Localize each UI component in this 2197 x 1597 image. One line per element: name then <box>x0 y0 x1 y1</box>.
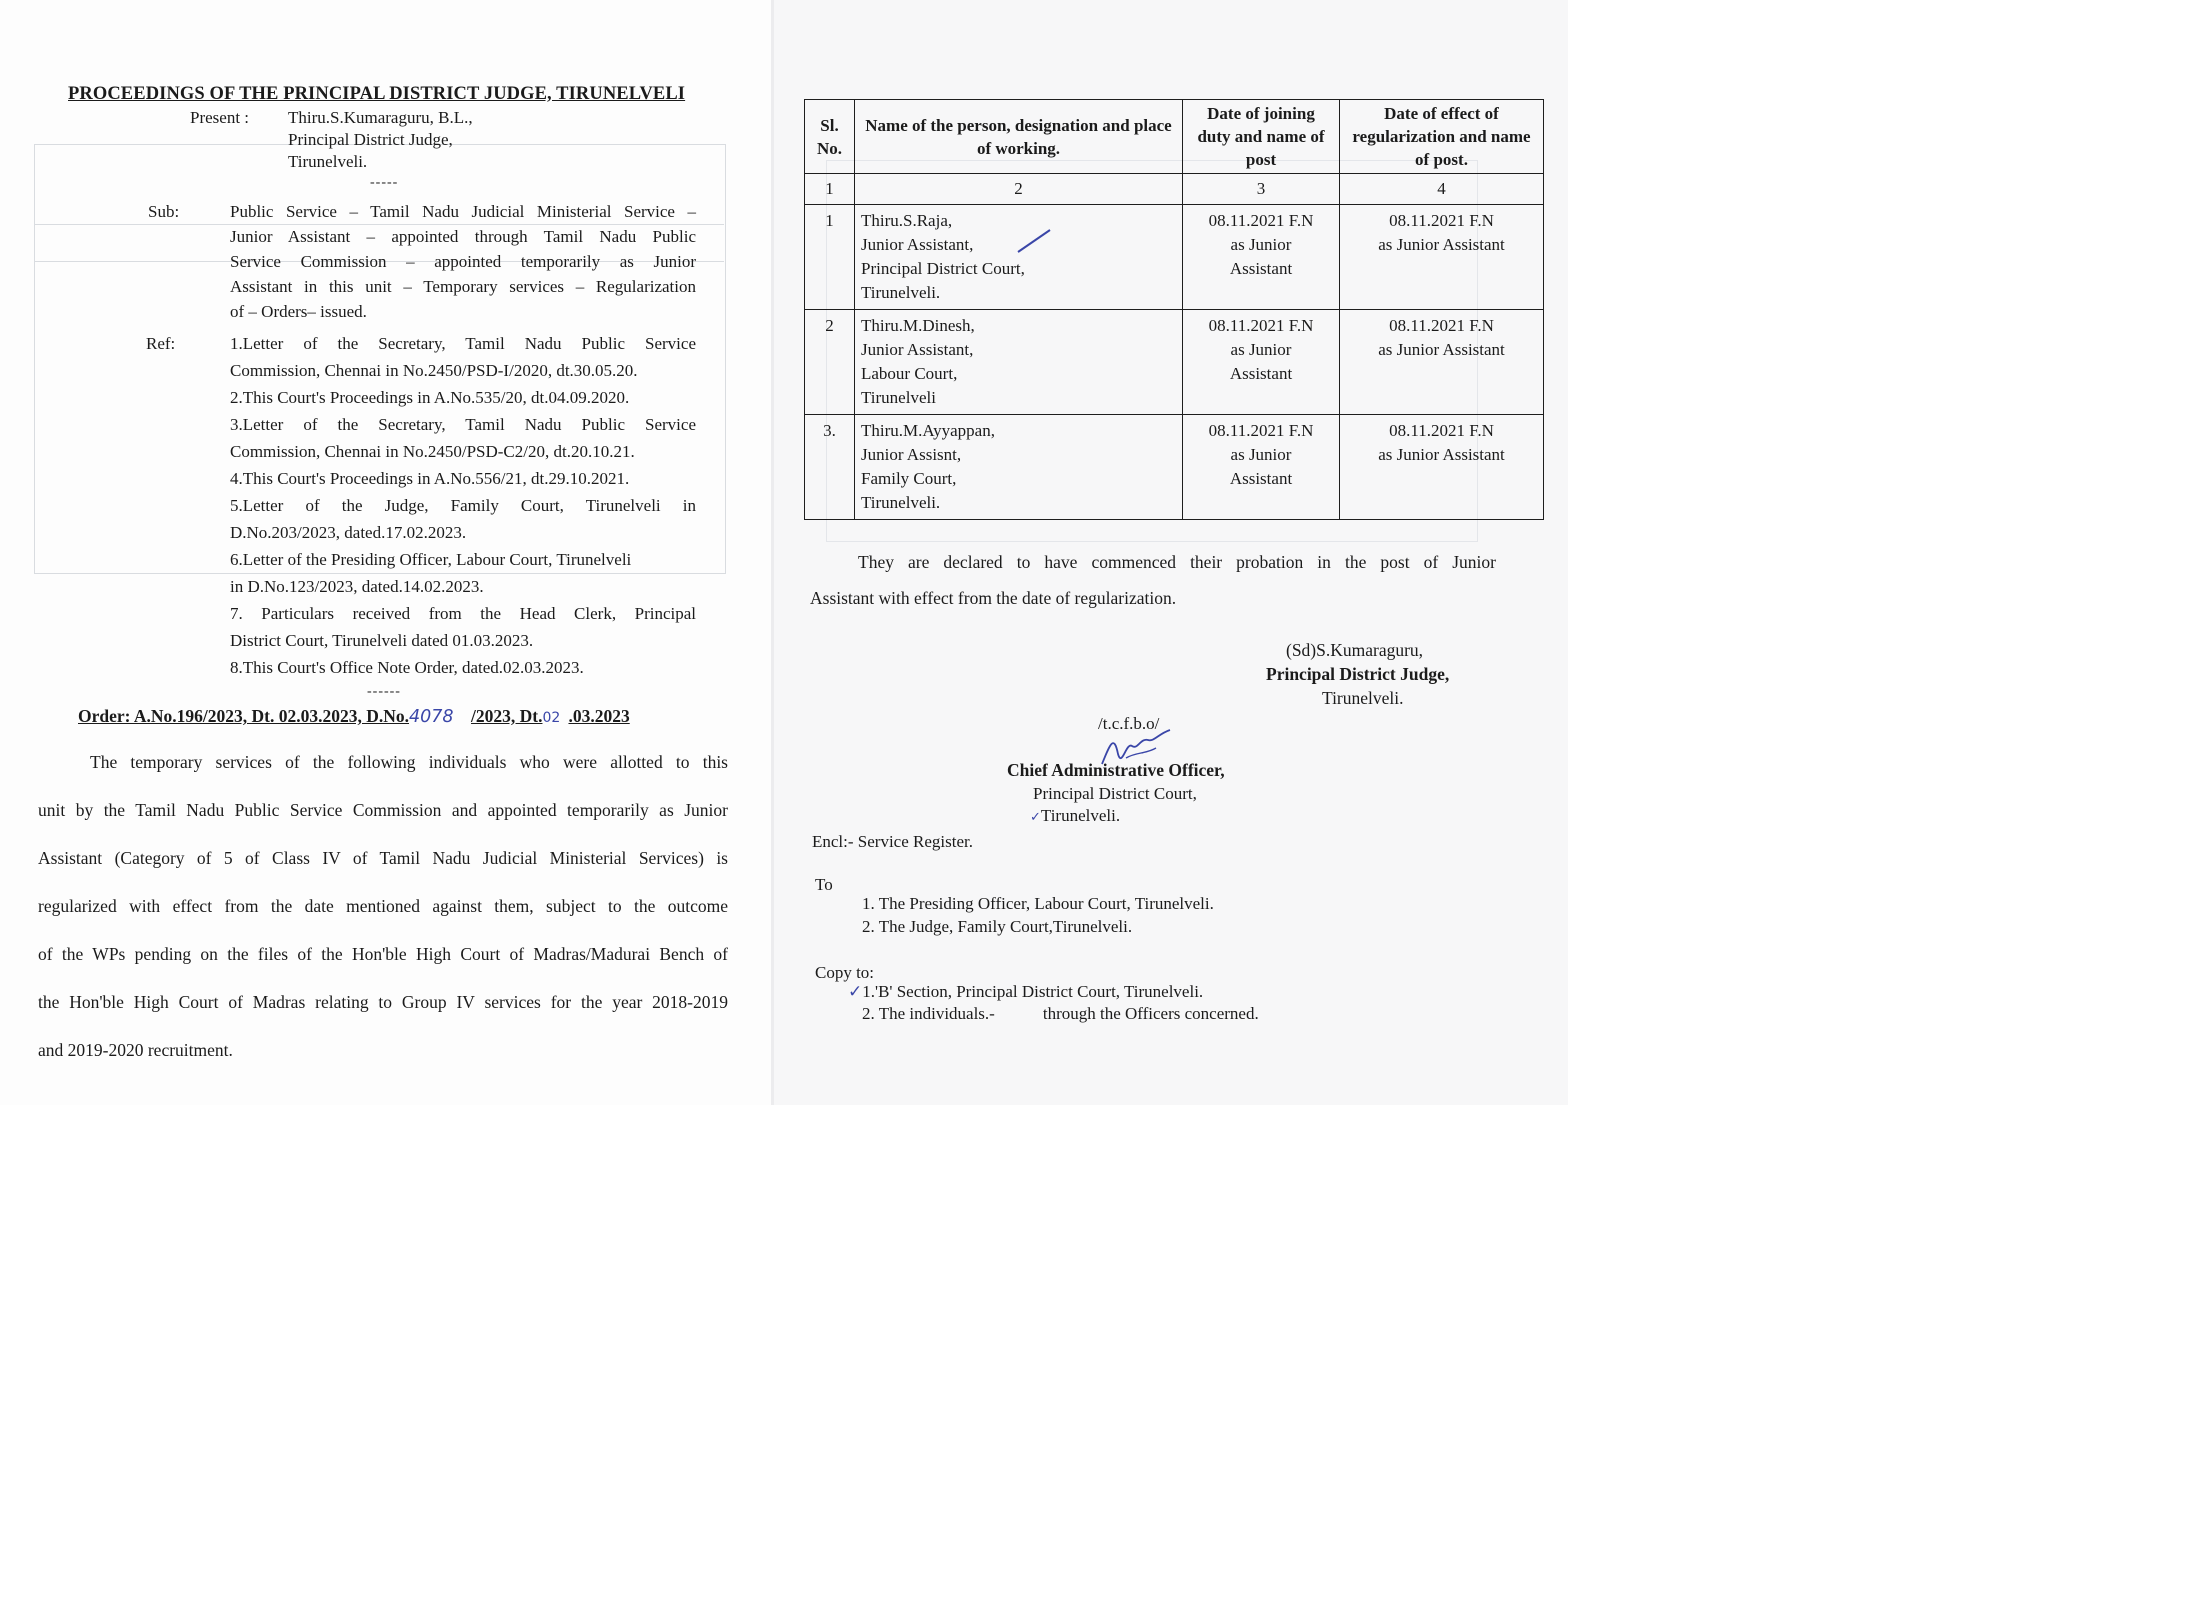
effect-line: 08.11.2021 F.N <box>1389 211 1494 230</box>
present-line: Principal District Judge, <box>288 130 453 149</box>
cao-court: Principal District Court, <box>1033 784 1197 803</box>
copy-item-text: 2. The individuals.- <box>862 1004 995 1023</box>
cao-place-text: Tirunelveli. <box>1040 806 1121 825</box>
cell-sl: 3. <box>805 415 855 520</box>
name-line: Junior Assisnt, <box>861 445 962 464</box>
name-line: Tirunelveli. <box>861 283 941 302</box>
header-sl-no: Sl. No. <box>805 100 855 174</box>
name-line: Junior Assistant, <box>861 340 974 359</box>
recipient-item: 1. The Presiding Officer, Labour Court, Tirunelveli. <box>862 894 1214 913</box>
name-line: Principal District Court, <box>861 259 1025 278</box>
cell-effect <box>1340 310 1544 415</box>
reference-line: 3.Letter of the Secretary, Tamil Nadu Public Service <box>230 415 696 434</box>
probation-line: Assistant with effect from the date of regularization. <box>810 588 1177 608</box>
joining-line: 08.11.2021 F.N <box>1208 211 1314 230</box>
reference-line: 5.Letter of the Judge, Family Court, Tirunelveli in <box>230 496 696 515</box>
order-suffix: .03.2023 <box>568 706 630 726</box>
subject-label: Sub: <box>148 202 180 221</box>
subject-text <box>230 200 696 325</box>
column-number: 3 <box>1183 174 1340 205</box>
pen-tick-icon: ✓ <box>848 982 863 1002</box>
name-line: Tirunelveli. <box>861 493 941 512</box>
column-number-row <box>805 174 1544 205</box>
present-block <box>288 106 473 172</box>
order-prefix: Order: A.No.196/2023, Dt. 02.03.2023, D.No. <box>78 706 410 726</box>
header-joining: Date of joining duty and name of post <box>1183 100 1340 174</box>
joining-line: 08.11.2021 F.N <box>1208 316 1314 335</box>
order-line: unit by the Tamil Nadu Public Service Commission and appointed temporarily as Junior <box>38 800 728 820</box>
order-line: the Hon'ble High Court of Madras relating to Group IV services for the year 2018-2019 <box>38 992 728 1012</box>
effect-line: 08.11.2021 F.N <box>1389 421 1494 440</box>
copy-item-text: 1.'B' Section, Principal District Court, Tirunelveli. <box>862 982 1204 1001</box>
effect-line: as Junior Assistant <box>1378 340 1505 359</box>
cell-effect <box>1340 415 1544 520</box>
reference-line: 7. Particulars received from the Head Clerk, Principal <box>230 604 696 623</box>
copy-to-label: Copy to: <box>815 963 875 982</box>
order-line: Assistant (Category of 5 of Class IV of Tamil Nadu Judicial Ministerial Services) is <box>38 848 728 868</box>
bottom-margin <box>0 1105 1568 1145</box>
handwritten-day: 02 <box>542 710 561 726</box>
present-line: Thiru.S.Kumaraguru, B.L., <box>288 108 473 127</box>
cell-effect <box>1340 205 1544 310</box>
subject-line: of – Orders– issued. <box>230 302 367 321</box>
name-line: Thiru.M.Dinesh, <box>861 316 975 335</box>
reference-line: 8.This Court's Office Note Order, dated.02.03.2023. <box>230 658 584 677</box>
table-row <box>805 310 1544 415</box>
reference-line: 4.This Court's Proceedings in A.No.556/21, dt.29.10.2021. <box>230 469 630 488</box>
effect-line: as Junior Assistant <box>1378 445 1505 464</box>
name-line: Tirunelveli <box>861 388 936 407</box>
subject-line: Service Commission – appointed temporarily as Junior <box>230 252 696 271</box>
signatory-designation: Principal District Judge, <box>1266 664 1450 684</box>
page-fold <box>771 0 774 1105</box>
reference-list <box>230 332 696 683</box>
effect-line: 08.11.2021 F.N <box>1389 316 1494 335</box>
present-label: Present : <box>190 108 250 127</box>
cell-joining <box>1183 205 1340 310</box>
cell-name <box>855 310 1183 415</box>
regularization-table <box>804 99 1544 520</box>
order-middle: /2023, Dt. <box>471 706 543 726</box>
reference-line: 1.Letter of the Secretary, Tamil Nadu Public Service <box>230 334 696 353</box>
table-row <box>805 205 1544 310</box>
column-number: 4 <box>1340 174 1544 205</box>
name-line: Junior Assistant, <box>861 235 974 254</box>
joining-line: Assistant <box>1229 259 1293 278</box>
name-line: Labour Court, <box>861 364 958 383</box>
column-number: 2 <box>855 174 1183 205</box>
order-body <box>38 750 728 1086</box>
joining-line: Assistant <box>1229 469 1293 488</box>
to-label: To <box>815 875 833 894</box>
cao-title: Chief Administrative Officer, <box>1007 760 1225 780</box>
cell-name <box>855 415 1183 520</box>
probation-line: They are declared to have commenced their probation in the post of Junior <box>858 552 1496 572</box>
cell-joining <box>1183 310 1340 415</box>
joining-line: 08.11.2021 F.N <box>1208 421 1314 440</box>
separator: ------ <box>367 684 401 699</box>
reference-label: Ref: <box>146 334 176 353</box>
present-line: Tirunelveli. <box>288 152 368 171</box>
joining-line: Assistant <box>1229 364 1293 383</box>
header-effect: Date of effect of regularization and name of post. <box>1340 100 1544 174</box>
joining-line: as Junior <box>1230 445 1292 464</box>
name-line: Thiru.M.Ayyappan, <box>861 421 995 440</box>
order-line: regularized with effect from the date mentioned against them, subject to the outcome <box>38 896 728 916</box>
pen-tick-icon <box>1014 226 1054 256</box>
copy-item <box>862 1004 1259 1024</box>
column-number: 1 <box>805 174 855 205</box>
subject-line: Junior Assistant – appointed through Tamil Nadu Public <box>230 227 696 246</box>
table-header-row <box>805 100 1544 174</box>
cell-sl: 1 <box>805 205 855 310</box>
order-line: The temporary services of the following individuals who were allotted to this <box>90 752 728 772</box>
subject-line: Assistant in this unit – Temporary services – Regularization <box>230 277 696 296</box>
reference-line: Commission, Chennai in No.2450/PSD-C2/20, dt.20.10.21. <box>230 442 635 461</box>
reference-line: 2.This Court's Proceedings in A.No.535/20, dt.04.09.2020. <box>230 388 630 407</box>
signatory-name: (Sd)S.Kumaraguru, <box>1286 640 1424 660</box>
reference-line: D.No.203/2023, dated.17.02.2023. <box>230 523 467 542</box>
table-row <box>805 415 1544 520</box>
reference-line: District Court, Tirunelveli dated 01.03.2023. <box>230 631 534 650</box>
pen-initial-icon: ✓ <box>1030 810 1041 825</box>
handwritten-dno: 4078 <box>409 707 454 727</box>
cell-sl: 2 <box>805 310 855 415</box>
document-title: PROCEEDINGS OF THE PRINCIPAL DISTRICT JUDGE, TIRUNELVELI <box>68 84 686 104</box>
name-line: Family Court, <box>861 469 957 488</box>
header-name: Name of the person, designation and place of working. <box>855 100 1183 174</box>
name-line: Thiru.S.Raja, <box>861 211 953 230</box>
copy-item <box>848 982 1203 1002</box>
order-line: of the WPs pending on the files of the Hon'ble High Court of Madras/Madurai Bench of <box>38 944 728 964</box>
reference-line: in D.No.123/2023, dated.14.02.2023. <box>230 577 484 596</box>
effect-line: as Junior Assistant <box>1378 235 1505 254</box>
cell-joining <box>1183 415 1340 520</box>
cao-place <box>1030 806 1120 826</box>
order-line: and 2019-2020 recruitment. <box>38 1040 233 1060</box>
probation-paragraph <box>810 550 1496 622</box>
enclosure: Encl:- Service Register. <box>812 832 973 851</box>
joining-line: as Junior <box>1230 235 1292 254</box>
reference-line: Commission, Chennai in No.2450/PSD-I/2020, dt.30.05.20. <box>230 361 638 380</box>
joining-line: as Junior <box>1230 340 1292 359</box>
recipient-item: 2. The Judge, Family Court,Tirunelveli. <box>862 917 1133 936</box>
subject-line: Public Service – Tamil Nadu Judicial Ministerial Service – <box>230 202 696 221</box>
copy-item-text: through the Officers concerned. <box>1042 1004 1259 1023</box>
cell-name <box>855 205 1183 310</box>
separator: ----- <box>370 175 399 190</box>
true-copy-note: /t.c.f.b.o/ <box>1098 714 1160 733</box>
signatory-place: Tirunelveli. <box>1322 688 1404 708</box>
order-heading <box>78 706 630 727</box>
reference-line: 6.Letter of the Presiding Officer, Labour Court, Tirunelveli <box>230 550 632 569</box>
